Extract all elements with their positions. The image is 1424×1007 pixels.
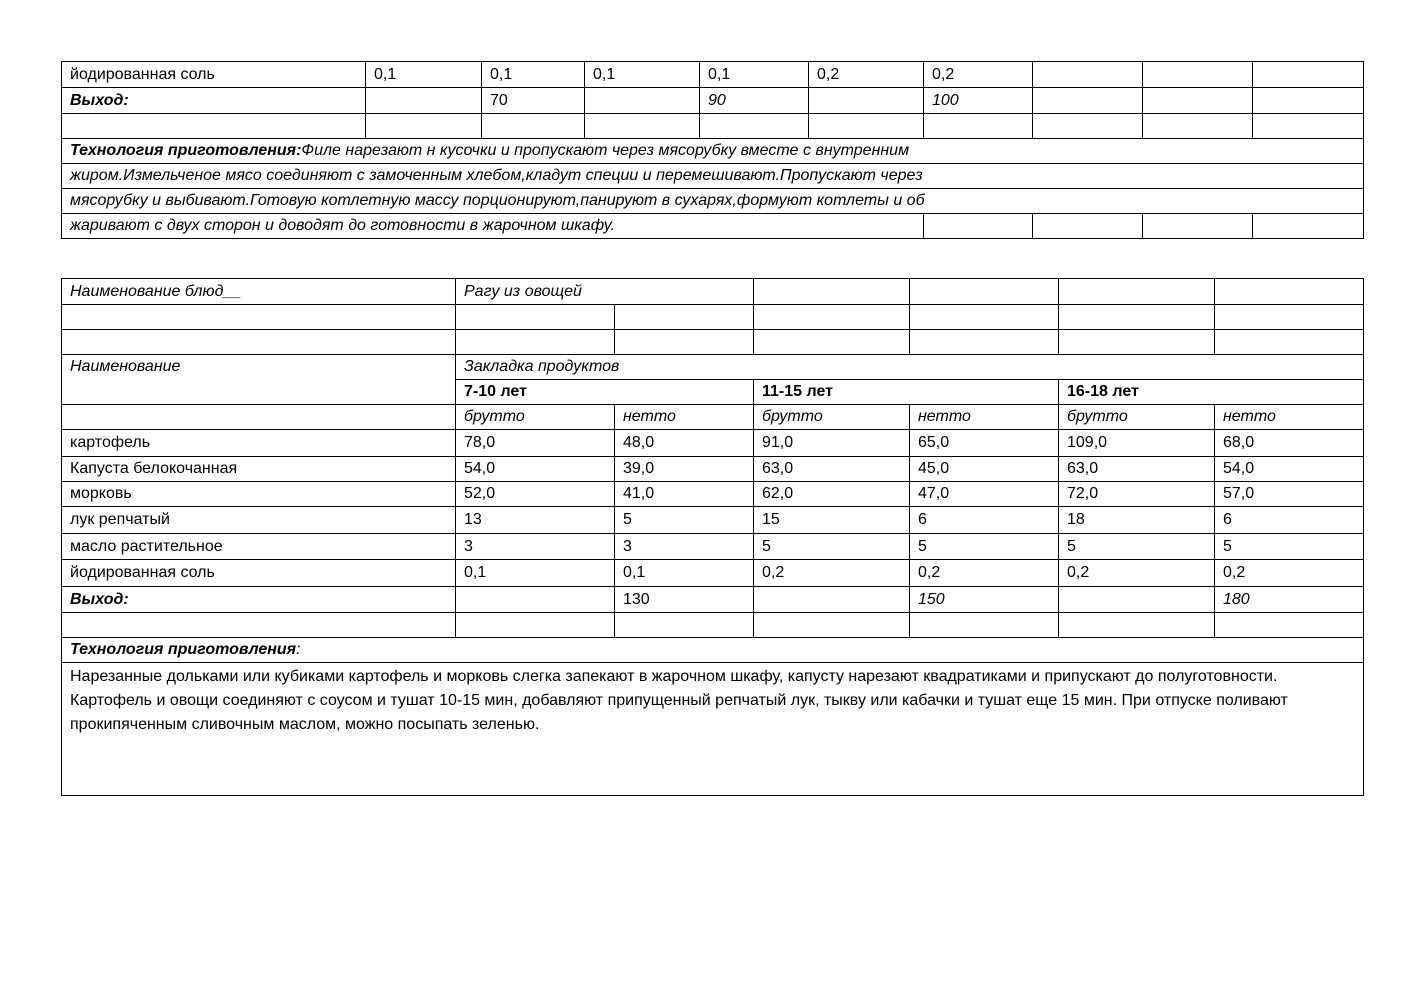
cell [366, 114, 482, 139]
technology-label: Технология приготовления: [70, 142, 302, 159]
cell [1033, 62, 1143, 88]
empty-row [62, 114, 1364, 139]
ingredient-name: йодированная соль [62, 560, 456, 587]
cell [754, 305, 910, 330]
cell: 57,0 [1215, 482, 1364, 507]
yield-row [62, 587, 1364, 613]
cell [1253, 114, 1364, 139]
cell: 78,0 [456, 430, 615, 457]
cell: 45,0 [910, 457, 1059, 482]
cell [809, 88, 924, 114]
cell: 48,0 [615, 430, 754, 457]
technology-header [62, 638, 1364, 663]
dish-label: Наименование блюд__ [62, 279, 456, 305]
cell [1143, 214, 1253, 239]
cell [1253, 88, 1364, 114]
cell [910, 330, 1059, 355]
cell [615, 613, 754, 638]
yield-row [62, 88, 1364, 114]
cell [1033, 214, 1143, 239]
cell [1215, 279, 1364, 305]
table-row [62, 507, 1364, 534]
cell: 0,2 [910, 560, 1059, 587]
yield-label: Выход: [62, 587, 456, 613]
cell: 5 [615, 507, 754, 534]
cell: 41,0 [615, 482, 754, 507]
cell: 0,2 [754, 560, 910, 587]
cell [754, 613, 910, 638]
cell [910, 279, 1059, 305]
recipe-table-1 [61, 61, 1364, 239]
cell: 130 [615, 587, 754, 613]
cell: 0,1 [482, 62, 585, 88]
cell [62, 380, 456, 405]
tech-row-1 [62, 139, 1364, 164]
technology-text-row [62, 663, 1364, 796]
cell: 0,1 [366, 62, 482, 88]
cell [924, 114, 1033, 139]
cell [1059, 305, 1215, 330]
cell [62, 114, 366, 139]
age-group-row [62, 380, 1364, 405]
cell [456, 587, 615, 613]
cell [456, 613, 615, 638]
cell [1215, 330, 1364, 355]
cell: 52,0 [456, 482, 615, 507]
cell [1059, 613, 1215, 638]
tech-row-3 [62, 189, 1364, 214]
cell: 5 [910, 534, 1059, 560]
ingredient-name: йодированная соль [62, 62, 366, 88]
cell [482, 114, 585, 139]
cell: 0,1 [615, 560, 754, 587]
cell [1143, 62, 1253, 88]
cell [1215, 613, 1364, 638]
cell: 62,0 [754, 482, 910, 507]
cell [456, 305, 615, 330]
cell [615, 330, 754, 355]
column-header: брутто [456, 405, 615, 430]
cell: 65,0 [910, 430, 1059, 457]
cell: 90 [700, 88, 809, 114]
cell: 54,0 [1215, 457, 1364, 482]
cell [1059, 330, 1215, 355]
age-group: 16-18 лет [1059, 380, 1364, 405]
cell: 6 [910, 507, 1059, 534]
cell: 3 [615, 534, 754, 560]
column-header: нетто [910, 405, 1059, 430]
cell [1033, 88, 1143, 114]
cell: 68,0 [1215, 430, 1364, 457]
column-header: брутто [1059, 405, 1215, 430]
subheader-row [62, 405, 1364, 430]
cell [1253, 62, 1364, 88]
technology-colon: : [296, 641, 301, 658]
empty-row [62, 305, 1364, 330]
cell: 63,0 [754, 457, 910, 482]
cell [1143, 114, 1253, 139]
products-header: Закладка продуктов [456, 355, 1364, 380]
technology-header-row [62, 638, 1364, 663]
cell [615, 305, 754, 330]
dish-name: Рагу из овощей [456, 279, 754, 305]
cell: 13 [456, 507, 615, 534]
cell: 39,0 [615, 457, 754, 482]
technology-text: Нарезанные дольками или кубиками картофель и морковь слегка запекают в жарочном шкафу, капусту нарезают квадратиками и припускают до полуготовности. Картофель и овощи соединяют с соусом и тушат 10-15 мин, добавляют припущенный репчатый лук, тыкву или кабачки и тушат еще 15 мин. При отпуске поливают прокипяченным сливочным маслом, можно посыпать зеленью. [62, 663, 1364, 796]
technology-line: жаривают с двух сторон и доводят до готовности в жарочном шкафу. [62, 214, 924, 239]
yield-label: Выход: [62, 88, 366, 114]
cell [910, 613, 1059, 638]
cell: 6 [1215, 507, 1364, 534]
ingredient-name: Капуста белокочанная [62, 457, 456, 482]
age-group: 7-10 лет [456, 380, 754, 405]
ingredient-name: масло растительное [62, 534, 456, 560]
cell [700, 114, 809, 139]
cell [62, 330, 456, 355]
cell [456, 330, 615, 355]
cell: 15 [754, 507, 910, 534]
technology-line: жиром.Измельченое мясо соединяют с замоченным хлебом,кладут специи и перемешивают.Пропускают через [62, 164, 1364, 189]
cell [754, 279, 910, 305]
cell [585, 88, 700, 114]
cell [1059, 587, 1215, 613]
cell: 18 [1059, 507, 1215, 534]
cell: 180 [1215, 587, 1364, 613]
cell: 0,1 [700, 62, 809, 88]
cell: 5 [1059, 534, 1215, 560]
technology-text: Филе нарезают н кусочки и пропускают через мясорубку вместе с внутренним [301, 142, 910, 159]
cell [1059, 279, 1215, 305]
cell [62, 305, 456, 330]
cell: 0,1 [456, 560, 615, 587]
technology-line [62, 139, 1364, 164]
cell [924, 214, 1033, 239]
cell [1143, 88, 1253, 114]
table-row [62, 534, 1364, 560]
technology-line: мясорубку и выбивают.Готовую котлетную массу порционируют,панируют в сухарях,формуют котлеты и об [62, 189, 1364, 214]
cell [1253, 214, 1364, 239]
cell [1033, 114, 1143, 139]
cell [62, 613, 456, 638]
table-row [62, 482, 1364, 507]
cell: 0,1 [585, 62, 700, 88]
column-header: нетто [1215, 405, 1364, 430]
cell: 70 [482, 88, 585, 114]
name-header: Наименование [62, 355, 456, 380]
cell [62, 405, 456, 430]
cell: 3 [456, 534, 615, 560]
dish-name-row [62, 279, 1364, 305]
cell: 109,0 [1059, 430, 1215, 457]
cell: 54,0 [456, 457, 615, 482]
cell [1215, 305, 1364, 330]
empty-row [62, 613, 1364, 638]
cell: 47,0 [910, 482, 1059, 507]
cell: 91,0 [754, 430, 910, 457]
cell [366, 88, 482, 114]
cell [754, 330, 910, 355]
age-group: 11-15 лет [754, 380, 1059, 405]
empty-row [62, 330, 1364, 355]
header-row [62, 355, 1364, 380]
cell: 100 [924, 88, 1033, 114]
recipe-table-2 [61, 278, 1364, 796]
table-row [62, 457, 1364, 482]
column-header: нетто [615, 405, 754, 430]
cell: 0,2 [1059, 560, 1215, 587]
cell [585, 114, 700, 139]
tech-row-4 [62, 214, 1364, 239]
cell: 0,2 [809, 62, 924, 88]
ingredient-name: картофель [62, 430, 456, 457]
table-row [62, 560, 1364, 587]
cell: 0,2 [924, 62, 1033, 88]
column-header: брутто [754, 405, 910, 430]
cell [754, 587, 910, 613]
cell: 63,0 [1059, 457, 1215, 482]
table-row [62, 430, 1364, 457]
salt-row [62, 62, 1364, 88]
cell: 5 [1215, 534, 1364, 560]
technology-label: Технология приготовления [70, 641, 297, 658]
tech-row-2 [62, 164, 1364, 189]
ingredient-name: морковь [62, 482, 456, 507]
cell: 150 [910, 587, 1059, 613]
cell [809, 114, 924, 139]
ingredient-name: лук репчатый [62, 507, 456, 534]
cell: 0,2 [1215, 560, 1364, 587]
cell: 72,0 [1059, 482, 1215, 507]
cell: 5 [754, 534, 910, 560]
cell [910, 305, 1059, 330]
